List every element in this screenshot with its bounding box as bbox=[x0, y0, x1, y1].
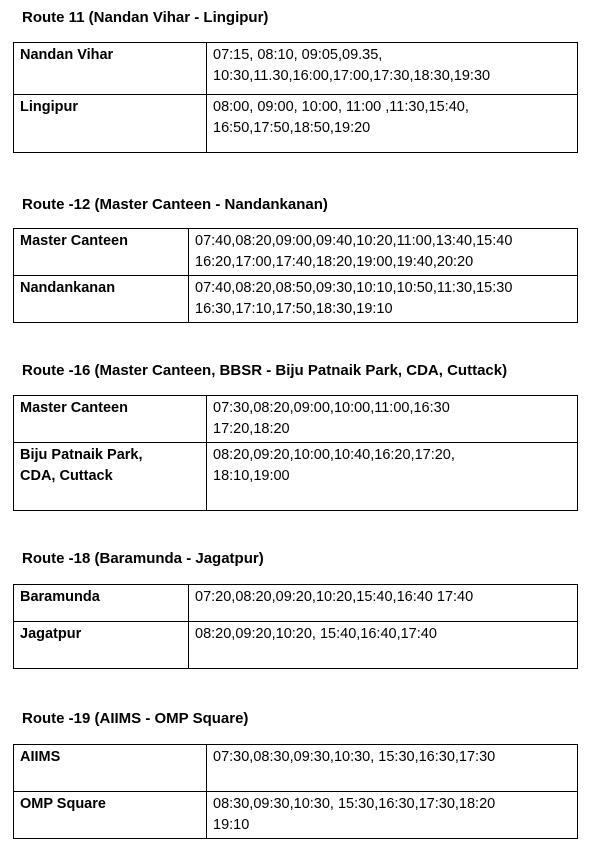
table-row bbox=[14, 585, 578, 622]
stop-name-cell bbox=[14, 585, 189, 622]
stop-name-cell bbox=[14, 792, 207, 839]
departure-times-line: 08:30,09:30,10:30, 15:30,16:30,17:30,18:20 bbox=[213, 796, 496, 812]
departure-times-cell bbox=[189, 585, 578, 622]
stop-name: AIIMS bbox=[20, 749, 61, 765]
departure-times-line: 07:30,08:20,09:00,10:00,11:00,16:30 bbox=[213, 400, 450, 416]
departure-times-cell bbox=[189, 229, 578, 276]
departure-times-line: 07:40,08:20,09:00,09:40,10:20,11:00,13:40,15:40 bbox=[195, 233, 513, 249]
stop-name: Nandankanan bbox=[20, 280, 116, 296]
departure-times-line: 07:40,08:20,08:50,09:30,10:10,10:50,11:30,15:30 bbox=[195, 280, 513, 296]
stop-name-cell bbox=[14, 745, 207, 792]
table-row bbox=[14, 745, 578, 792]
departure-times-line: 08:20,09:20,10:20, 15:40,16:40,17:40 bbox=[195, 626, 437, 642]
stop-name-line: Biju Patnaik Park, bbox=[20, 447, 143, 463]
departure-times-cell bbox=[207, 745, 578, 792]
departure-times-line: 17:20,18:20 bbox=[213, 421, 290, 437]
departure-times-cell bbox=[189, 622, 578, 669]
stop-name-cell bbox=[14, 396, 207, 443]
departure-times-line: 08:20,09:20,10:00,10:40,16:20,17:20, bbox=[213, 447, 455, 463]
stop-name: Jagatpur bbox=[20, 626, 82, 642]
table-row bbox=[14, 443, 578, 511]
departure-times-cell bbox=[207, 792, 578, 839]
route-table bbox=[13, 395, 578, 511]
route-table bbox=[13, 744, 578, 839]
departure-times-cell bbox=[207, 396, 578, 443]
route-title: Route -12 (Master Canteen - Nandankanan) bbox=[22, 196, 328, 213]
departure-times-cell bbox=[207, 443, 578, 511]
departure-times-cell bbox=[207, 43, 578, 95]
departure-times-line: 07:20,08:20,09:20,10:20,15:40,16:40 17:40 bbox=[195, 589, 474, 605]
stop-name-cell bbox=[14, 95, 207, 153]
departure-times-line: 19:10 bbox=[213, 817, 250, 833]
table-row bbox=[14, 622, 578, 669]
departure-times-line: 07:15, 08:10, 09:05,09.35, bbox=[213, 47, 383, 63]
departure-times-line: 16:20,17:00,17:40,18:20,19:00,19:40,20:20 bbox=[195, 254, 474, 270]
stop-name-cell bbox=[14, 443, 207, 511]
stop-name: Nandan Vihar bbox=[20, 47, 114, 63]
route-table bbox=[13, 42, 578, 153]
stop-name: Master Canteen bbox=[20, 400, 128, 416]
departure-times-line: 16:30,17:10,17:50,18:30,19:10 bbox=[195, 301, 393, 317]
departure-times-line: 16:50,17:50,18:50,19:20 bbox=[213, 120, 371, 136]
departure-times-line: 08:00, 09:00, 10:00, 11:00 ,11:30,15:40, bbox=[213, 99, 469, 115]
departure-times-cell bbox=[189, 276, 578, 323]
departure-times-line: 18:10,19:00 bbox=[213, 468, 290, 484]
route-table bbox=[13, 228, 578, 323]
table-row bbox=[14, 396, 578, 443]
table-row bbox=[14, 792, 578, 839]
route-title: Route -18 (Baramunda - Jagatpur) bbox=[22, 550, 264, 567]
route-title: Route 11 (Nandan Vihar - Lingipur) bbox=[22, 9, 269, 26]
route-table bbox=[13, 584, 578, 669]
stop-name-cell bbox=[14, 229, 189, 276]
table-row bbox=[14, 276, 578, 323]
stop-name-cell bbox=[14, 622, 189, 669]
departure-times-line: 10:30,11.30,16:00,17:00,17:30,18:30,19:30 bbox=[213, 68, 491, 84]
stop-name-cell bbox=[14, 43, 207, 95]
route-title: Route -19 (AIIMS - OMP Square) bbox=[22, 710, 249, 727]
route-title: Route -16 (Master Canteen, BBSR - Biju Patnaik Park, CDA, Cuttack) bbox=[22, 362, 508, 379]
table-row bbox=[14, 95, 578, 153]
stop-name: Lingipur bbox=[20, 99, 78, 115]
table-row bbox=[14, 43, 578, 95]
stop-name-line: CDA, Cuttack bbox=[20, 468, 113, 484]
departure-times-line: 07:30,08:30,09:30,10:30, 15:30,16:30,17:30 bbox=[213, 749, 496, 765]
stop-name: Baramunda bbox=[20, 589, 100, 605]
table-row bbox=[14, 229, 578, 276]
stop-name-cell bbox=[14, 276, 189, 323]
departure-times-cell bbox=[207, 95, 578, 153]
stop-name: Master Canteen bbox=[20, 233, 128, 249]
stop-name: OMP Square bbox=[20, 796, 106, 812]
